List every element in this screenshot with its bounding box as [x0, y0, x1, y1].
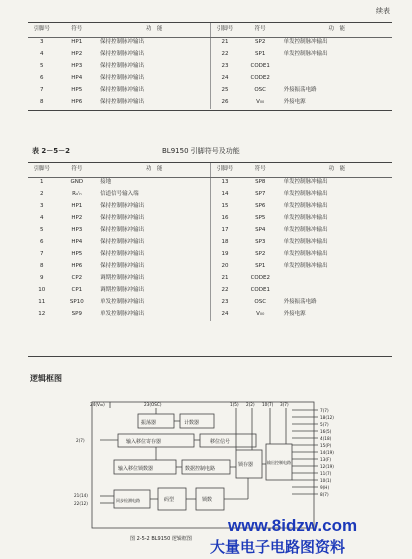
pin-cell: 8 [40, 263, 44, 270]
pin-cell: 11 [38, 299, 46, 306]
symbol-cell: SP9 [71, 311, 82, 318]
input-shift-label: 输入移位寄存器 [126, 439, 162, 445]
right-pin-label: 9(H) [320, 485, 330, 490]
function-cell: 单发控制脉冲输出 [100, 311, 145, 318]
symbol-cell: CODE2 [250, 275, 270, 282]
symbol-cell: HP4 [71, 239, 83, 246]
table2-header-pin: 引脚号 [33, 166, 51, 173]
symbol-cell: SP4 [255, 227, 266, 234]
pin-cell: 18 [211, 237, 239, 249]
right-pin-label: 18(12) [320, 415, 334, 420]
pin-cell: 3 [40, 203, 44, 210]
symbol-cell: OSC [254, 299, 267, 306]
symbol-cell: CODE1 [250, 287, 270, 294]
function-cell: 保持控制脉冲输出 [100, 239, 145, 246]
top-pin-label: 1(5) [230, 402, 239, 407]
symbol-cell: SP2 [255, 39, 266, 46]
symbol-cell: GND [70, 179, 84, 186]
pin-cell: 22 [211, 49, 239, 61]
pin-cell: 10 [38, 287, 46, 294]
table2-header-symbol2: 符号 [254, 166, 266, 173]
function-cell: 单发控制脉冲输出 [283, 179, 328, 186]
top-pin-label: 10(7) [262, 402, 274, 407]
right-pin-label: 5(7) [320, 422, 329, 427]
latch2-label: 锁存器 [238, 462, 254, 468]
function-cell: 单发控制脉冲输出 [283, 239, 328, 246]
function-cell: 单发控制脉冲输出 [283, 203, 328, 210]
pin-cell: 22 [211, 285, 239, 297]
symbol-cell: HP1 [71, 203, 83, 210]
right-pin-label: 14(19) [320, 450, 334, 455]
pin-cell: 4 [40, 51, 44, 58]
pin-cell: 17 [211, 225, 239, 237]
right-pin-label: 12(19) [320, 464, 334, 469]
symbol-cell: HP4 [71, 75, 83, 82]
symbol-cell: CODE1 [250, 63, 270, 70]
sync-label: 同步检测电路 [116, 498, 140, 503]
continued-label: 续表 [376, 7, 390, 15]
function-cell: 保持控制脉冲输出 [99, 51, 144, 58]
symbol-cell: SP10 [69, 299, 84, 306]
function-cell: 单发控制脉冲输出 [283, 215, 328, 222]
function-cell: 外接电源 [283, 311, 306, 318]
top-pin-label: 24(V₀₀) [90, 402, 105, 407]
pin-cell: 24 [211, 309, 239, 321]
right-pin-label: 8(7) [320, 492, 329, 497]
symbol-cell: HP3 [71, 63, 83, 70]
table1-header-symbol2: 符号 [254, 26, 266, 33]
left-pin-label: 2(7) [76, 438, 85, 443]
pin-cell: 2 [40, 191, 44, 198]
function-cell: 保持控制脉冲输出 [100, 227, 145, 234]
table2-number: 表 2－5－2 [32, 147, 71, 155]
function-cell: 信道信号输入端 [100, 191, 139, 198]
pin-cell: 4 [40, 215, 44, 222]
symbol-cell: CP1 [71, 287, 83, 294]
latch-label: 输入移位锁数器 [118, 466, 154, 472]
function-cell: 接地 [100, 179, 112, 186]
pin-cell: 26 [211, 97, 239, 109]
pin-cell: 25 [211, 85, 239, 97]
symbol-cell: HP2 [71, 51, 83, 58]
top-pin-label: 2(2) [246, 402, 255, 407]
pin-cell: 5 [40, 227, 44, 234]
pin-cell: 19 [211, 249, 239, 261]
function-cell: 保持控制脉冲输出 [100, 263, 145, 270]
function-cell: 单发控制脉冲输出 [283, 191, 328, 198]
table1-header-pin: 引脚号 [33, 26, 51, 33]
symbol-cell: HP5 [71, 251, 83, 258]
function-cell: 保持控制脉冲输出 [99, 99, 144, 106]
pin-cell: 23 [211, 297, 239, 309]
table2-header-pin2: 引脚号 [211, 163, 239, 177]
top-pin-label: 23(OSC) [144, 402, 162, 407]
pin-cell: 16 [211, 213, 239, 225]
table2-header-function: 功 能 [145, 166, 163, 173]
pin-cell: 14 [211, 189, 239, 201]
decode-label: 移位信号 [210, 439, 231, 445]
right-pin-labels [320, 408, 334, 497]
function-cell: 保持控制脉冲输出 [99, 39, 144, 46]
pin-cell: 21 [211, 273, 239, 285]
right-pin-label: 16(5) [320, 429, 332, 434]
right-pin-label: 13(F) [320, 457, 332, 462]
symbol-cell: CP2 [71, 275, 83, 282]
symbol-cell: SP1 [255, 263, 266, 270]
function-cell: 单发控制脉冲输出 [283, 227, 328, 234]
logic-heading: 逻辑框图 [30, 374, 62, 383]
symbol-cell: SP7 [255, 191, 266, 198]
table1-header-symbol: 符号 [71, 26, 83, 33]
table1-header-function2: 功 能 [328, 26, 346, 33]
logic-caption: 图 2-5-2 BL9150 逻辑框图 [130, 536, 192, 542]
data-decode-label: 数据控制电路 [185, 466, 216, 472]
symbol-cell: SP5 [255, 215, 266, 222]
symbol-cell: SP1 [255, 51, 266, 58]
function-cell: 保持控制脉冲输出 [100, 251, 145, 258]
kd-label: 码型 [164, 497, 175, 503]
function-cell: 外接电源 [283, 99, 306, 106]
symbol-cell: V₀₀ [256, 311, 265, 318]
right-pin-label: 4(18) [320, 436, 332, 441]
symbol-cell: V₀₀ [256, 99, 265, 106]
table1-header-function: 功 能 [145, 26, 163, 33]
pin-cell: 13 [211, 177, 239, 189]
table1-header-pin2: 引脚号 [211, 23, 239, 37]
function-cell: 保持控制脉冲输出 [100, 215, 145, 222]
pin-cell: 7 [40, 251, 44, 258]
pin-cell: 15 [211, 201, 239, 213]
pin-cell: 20 [211, 261, 239, 273]
right-pin-label: 10(1) [320, 478, 332, 483]
table2-header-symbol: 符号 [71, 166, 83, 173]
symbol-cell: HP5 [71, 87, 83, 94]
left-pin-label: 22(12) [74, 501, 88, 506]
function-cell: 保持控制脉冲输出 [100, 203, 145, 210]
pin-cell: 23 [211, 61, 239, 73]
pin-cell: 9 [40, 275, 44, 282]
pin-cell: 5 [40, 63, 44, 70]
symbol-cell: HP3 [71, 227, 83, 234]
chip-outline [92, 402, 314, 528]
watermark-text: 大量电子电路图资料 [210, 539, 346, 556]
left-pin-label: 21(14) [74, 493, 88, 498]
out-ctrl-label: 输出控制电路 [267, 460, 291, 465]
function-cell: 调期控制脉冲输出 [100, 275, 145, 282]
right-pin-label: 7(7) [320, 408, 329, 413]
pin-cell: 8 [40, 99, 44, 106]
function-cell: 外接振荡电路 [283, 87, 317, 94]
top-pin-label: 3(7) [280, 402, 289, 407]
function-cell: 外接振荡电路 [283, 299, 317, 306]
function-cell: 调期控制脉冲输出 [100, 287, 145, 294]
bad-label: 锁数 [202, 497, 213, 503]
function-cell: 保持控制脉冲输出 [99, 75, 144, 82]
pin-cell: 24 [211, 73, 239, 85]
pin-cell: 6 [40, 75, 44, 82]
pin-cell: 6 [40, 239, 44, 246]
symbol-cell: SP8 [255, 179, 266, 186]
symbol-cell: SP2 [255, 251, 266, 258]
counter-label: 计数器 [184, 420, 200, 426]
symbol-cell: HP2 [71, 215, 83, 222]
pin-cell: 7 [40, 87, 44, 94]
right-pin-label: 11(7) [320, 471, 332, 476]
symbol-cell: Rₓᴵₙ [72, 191, 82, 198]
function-cell: 保持控制脉冲输出 [99, 87, 144, 94]
right-pin-label: 15(P) [320, 443, 332, 448]
function-cell: 单发控制脉冲输出 [283, 263, 328, 270]
pin-cell: 1 [40, 179, 44, 186]
symbol-cell: SP3 [255, 239, 266, 246]
function-cell: 单发控制脉冲输出 [100, 299, 145, 306]
function-cell: 保持控制脉冲输出 [99, 63, 144, 70]
osc-label: 振荡器 [141, 420, 157, 426]
symbol-cell: OSC [254, 87, 267, 94]
symbol-cell: HP1 [71, 39, 83, 46]
function-cell: 单发控制脉冲输出 [283, 251, 328, 258]
symbol-cell: SP6 [255, 203, 266, 210]
table2-header-function2: 功 能 [328, 166, 346, 173]
pin-cell: 3 [40, 39, 44, 46]
symbol-cell: CODE2 [250, 75, 270, 82]
function-cell: 单发控制脉冲输出 [283, 51, 328, 58]
table2-caption: BL9150 引脚符号及功能 [162, 147, 240, 155]
symbol-cell: HP6 [71, 99, 83, 106]
pin-cell: 21 [211, 37, 239, 49]
function-cell: 单发控制脉冲输出 [283, 39, 328, 46]
watermark-url: www.8idzw.com [228, 516, 358, 535]
pin-cell: 12 [38, 311, 46, 318]
symbol-cell: HP6 [71, 263, 83, 270]
